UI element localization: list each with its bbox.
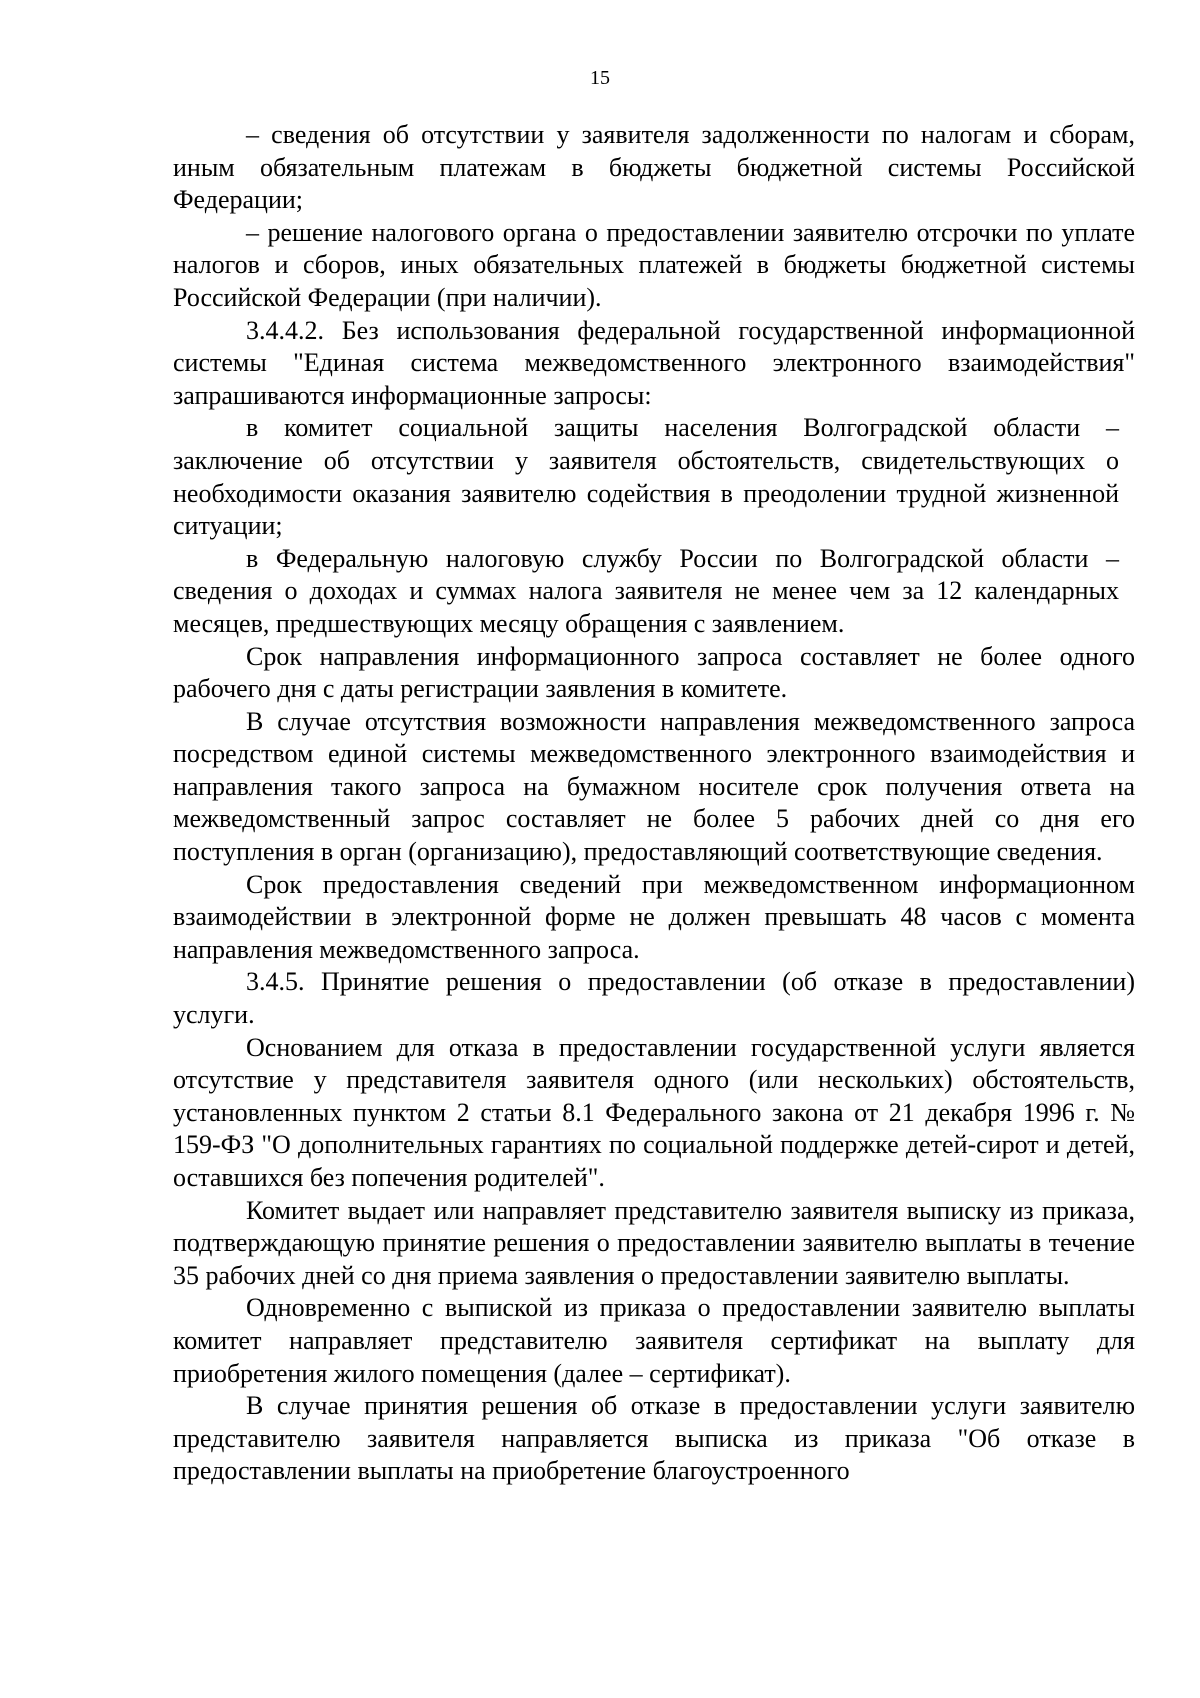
paragraph-order-extract: Комитет выдает или направляет представителю заявителя выписку из приказа, подтверждающую принятие решения о предоставлении заявителю выплаты в течение 35 рабочих дней со дня приема заявления о предоставлении заявителю выплаты. [173,1195,1135,1290]
paragraph-3-4-5-heading: 3.4.5. Принятие решения о предоставлении (об отказе в предоставлении) услуги. [173,967,1135,1030]
paragraph-tax-deferral-decision: – решение налогового органа о предоставлении заявителю отсрочки по уплате налогов и сборов, иных обязательных платежей в бюджеты бюджетной системы Российской Федерации (при наличии). [173,217,1135,312]
paragraph-paper-request-response: В случае отсутствия возможности направления межведомственного запроса посредством единой системы межведомственного электронного взаимодействия и направления такого запроса на бумажном носителе срок получения ответа на межведомственный запрос составляет не более 5 рабочих дней со дня его поступления в орган (организацию), предоставляющий соответствующие сведения. [173,706,1135,867]
paragraph-request-deadline: Срок направления информационного запроса составляет не более одного рабочего дня с даты регистрации заявления в комитете. [173,641,1135,704]
paragraph-social-protection-request: в комитет социальной защиты населения Волгоградской области – заключение об отсутствии у заявителя обстоятельств, свидетельствующих о необходимости оказания заявителю содействия в преодолении трудной жизненной ситуации; [173,413,1119,541]
document-body [173,119,1135,1488]
paragraph-tax-debt-info: – сведения об отсутствии у заявителя задолженности по налогам и сборам, иным обязательным платежам в бюджеты бюджетной системы Российской Федерации; [173,120,1135,215]
paragraph-refusal-grounds: Основанием для отказа в предоставлении государственной услуги является отсутствие у представителя заявителя одного (или нескольких) обстоятельств, установленных пунктом 2 статьи 8.1 Федерального закона от 21 декабря 1996 г. № 159-ФЗ "О дополнительных гарантиях по социальной поддержке детей-сирот и детей, оставшихся без попечения родителей". [173,1032,1135,1192]
paragraph-certificate: Одновременно с выпиской из приказа о предоставлении заявителю выплаты комитет направляет представителю заявителя сертификат на выплату для приобретения жилого помещения (далее – сертификат). [173,1293,1135,1388]
page-number: 15 [590,67,610,89]
paragraph-refusal-extract: В случае принятия решения об отказе в предоставлении услуги заявителю представителю заявителя направляется выписка из приказа "Об отказе в предоставлении выплаты на приобретение благоустроенного [173,1391,1135,1486]
paragraph-3-4-4-2: 3.4.4.2. Без использования федеральной государственной информационной системы "Единая система межведомственного электронного взаимодействия" запрашиваются информационные запросы: [173,315,1135,410]
paragraph-tax-service-request: в Федеральную налоговую службу России по Волгоградской области – сведения о доходах и суммах налога заявителя не менее чем за 12 календарных месяцев, предшествующих месяцу обращения с заявлением. [173,543,1119,638]
paragraph-electronic-response-deadline: Срок предоставления сведений при межведомственном информационном взаимодействии в электронной форме не должен превышать 48 часов с момента направления межведомственного запроса. [173,869,1135,964]
